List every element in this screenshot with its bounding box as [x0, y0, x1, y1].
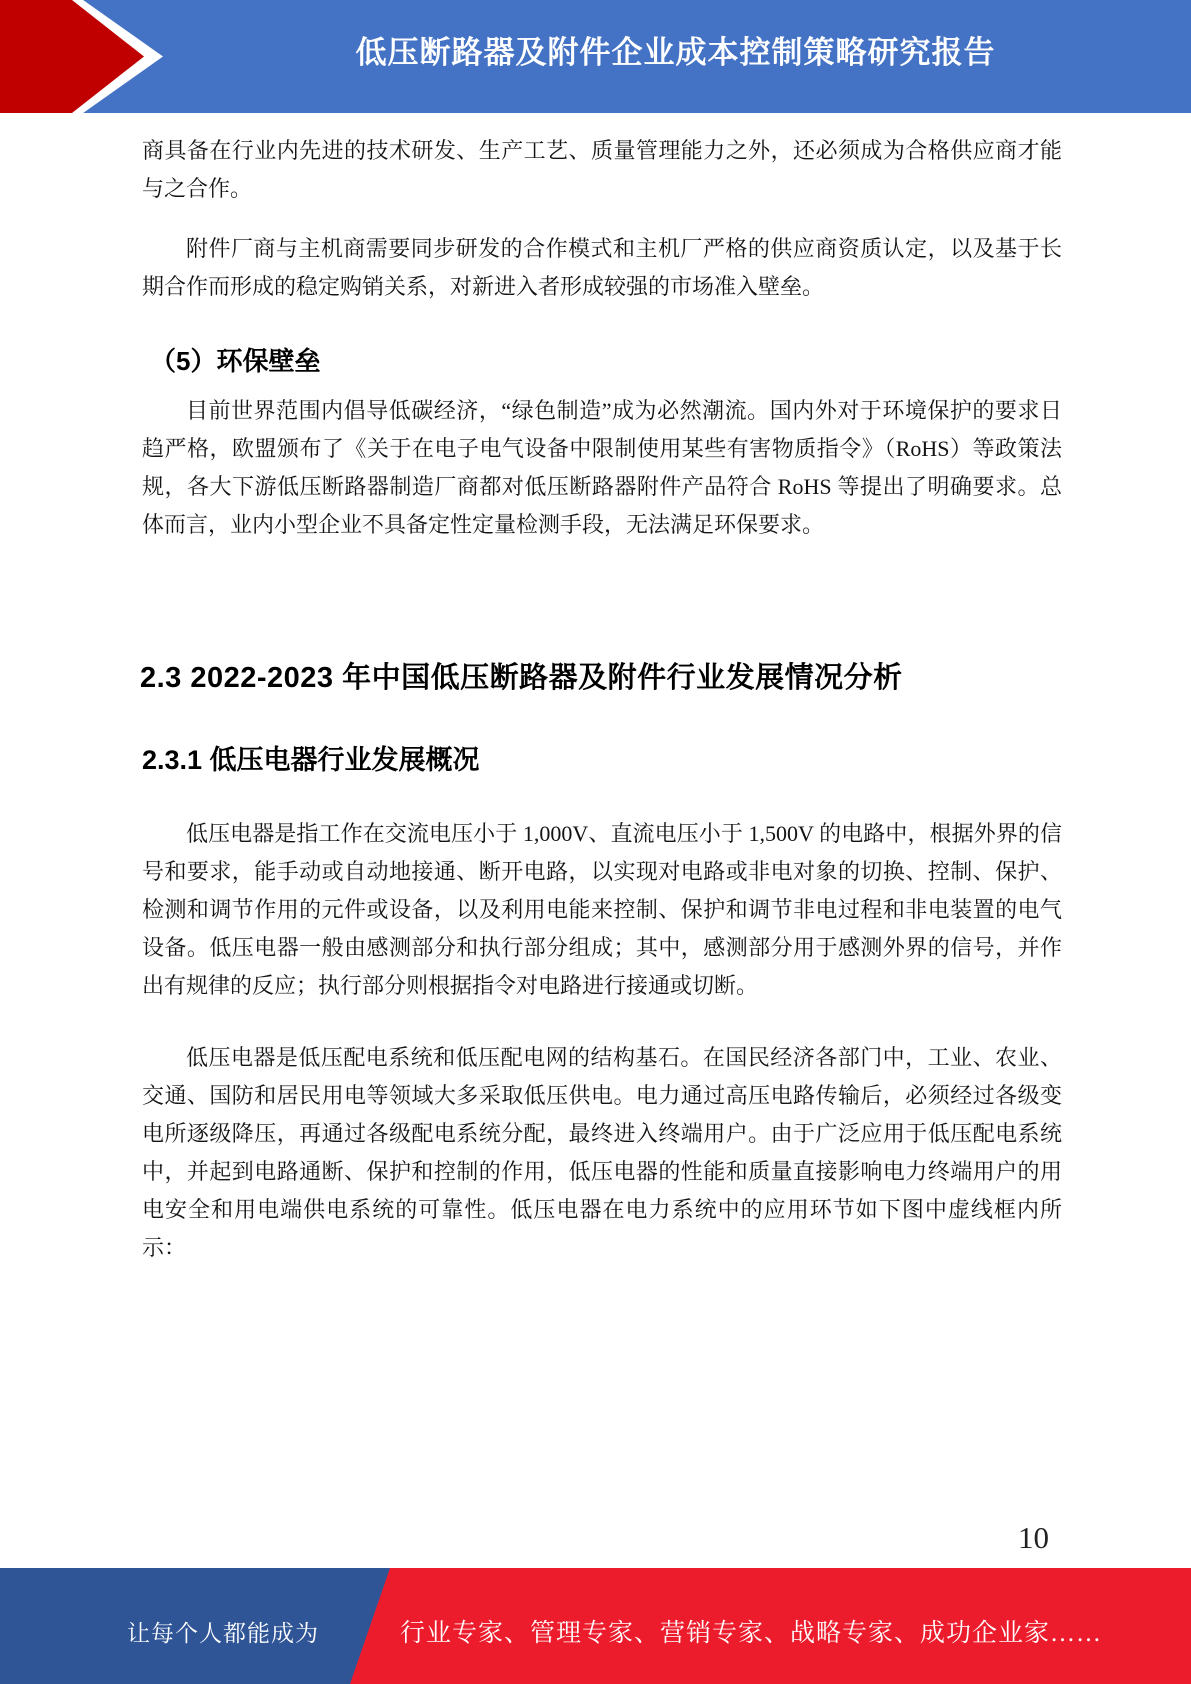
heading-section-2-3: 2.3 2022-2023 年中国低压断路器及附件行业发展情况分析 [140, 662, 903, 694]
footer-right-slogan: 行业专家、管理专家、营销专家、战略专家、成功企业家…… [400, 1620, 1103, 1647]
paragraph-lv-definition: 低压电器是指工作在交流电压小于 1,000V、直流电压小于 1,500V 的电路中，根据外界的信号和要求，能手动或自动地接通、断开电路，以实现对电路或非电对象的切换、控制、保护、检测和调节作用的元件或设备，以及利用电能来控制、保护和调节非电过程和非电装置的电气设备。低压电器一般由感测部分和执行部分组成；其中，感测部分用于感测外界的信号，并作出有规律的反应；执行部分则根据指令对电路进行接通或切断。 [142, 821, 1062, 998]
paragraph-accessory-vendors: 附件厂商与主机商需要同步研发的合作模式和主机厂严格的供应商资质认定，以及基于长期合作而形成的稳定购销关系，对新进入者形成较强的市场准入壁垒。 [142, 236, 1062, 299]
footer-banner [0, 1568, 1191, 1684]
paragraph-lv-application: 低压电器是低压配电系统和低压配电网的结构基石。在国民经济各部门中，工业、农业、交通、国防和居民用电等领域大多采取低压供电。电力通过高压电路传输后，必须经过各级变电所逐级降压，再通过各级配电系统分配，最终进入终端用户。由于广泛应用于低压配电系统中，并起到电路通断、保护和控制的作用，低压电器的性能和质量直接影响电力终端用户的用电安全和用电端供电系统的可靠性。低压电器在电力系统中的应用环节如下图中虚线框内所示： [142, 1045, 1062, 1260]
footer-left-slogan: 让每个人都能成为 [127, 1621, 319, 1646]
paragraph-carryover: 商具备在行业内先进的技术研发、生产工艺、质量管理能力之外，还必须成为合格供应商才能与之合作。 [142, 138, 1062, 201]
report-title: 低压断路器及附件企业成本控制策略研究报告 [355, 35, 996, 70]
heading-environmental-barrier: （5）环保壁垒 [150, 346, 321, 376]
header-banner [0, 0, 1191, 113]
paragraph-environmental: 目前世界范围内倡导低碳经济，“绿色制造”成为必然潮流。国内外对于环境保护的要求日趋严格，欧盟颁布了《关于在电子电气设备中限制使用某些有害物质指令》（RoHS）等政策法规，各大下游低压断路器制造厂商都对低压断路器附件产品符合 RoHS 等提出了明确要求。总体而言，业内小型企业不具备定性定量检测手段，无法满足环保要求。 [142, 398, 1062, 537]
red-chevron-icon [0, 0, 144, 113]
heading-section-2-3-1: 2.3.1 低压电器行业发展概况 [142, 745, 480, 775]
page-number: 10 [1018, 1520, 1049, 1555]
